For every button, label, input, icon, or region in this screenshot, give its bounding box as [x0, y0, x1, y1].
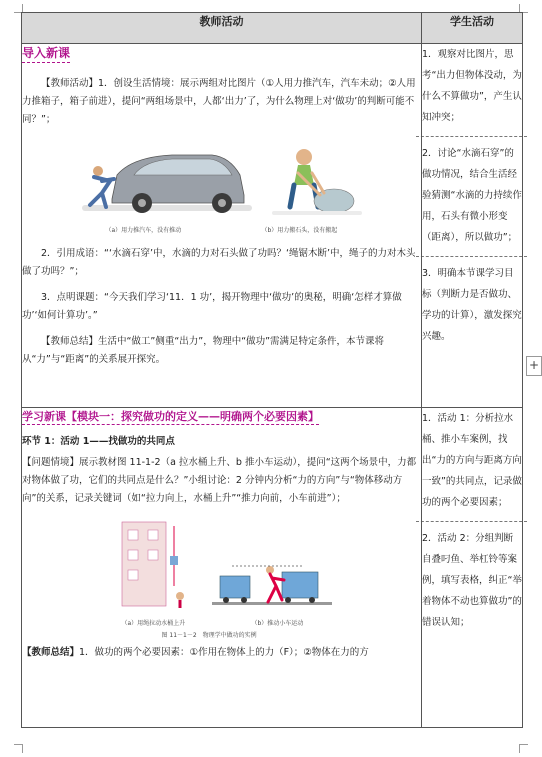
figure-illustration: [72, 137, 372, 223]
figure-illustration: [102, 516, 342, 616]
paragraph: 3．点明课题：“今天我们学习‘11．1 功’，揭开物理中‘做功’的奥秘，明确‘怎样才算做功’‘如何计算功’。”: [22, 292, 402, 321]
paragraph: 【问题情境】展示教材图 11-1-2（a 拉水桶上升、b 推小车运动），提问“这两个场景中，力都对物体做了功，它们的共同点是什么？”小组讨论：2 分钟内分析“力的方向”与“物体移动方向”的关系，记录关键词（如“拉力向上，水桶上升”“推力向前，小车前进”）；: [22, 457, 417, 504]
section-title-new-lesson: 学习新课【模块一：探究做功的定义——明确两个必要因素】: [22, 410, 319, 423]
paragraph: 2．引用成语：“‘水滴石穿’中，水滴的力对石头做了功吗？‘绳锯木断’中，绳子的力对木头做了功吗？”；: [22, 248, 416, 277]
teacher-column-header: 教师活动: [22, 13, 422, 44]
student-activity-cell[interactable]: [422, 44, 523, 408]
student-item: 2．讨论“水滴石穿”的做功情况，结合生活经验猜测“水滴的力持续作用，石头有微小形变（距离），所以做功”；: [422, 148, 522, 243]
add-button[interactable]: +: [526, 356, 542, 376]
teacher-activity-cell[interactable]: [22, 44, 422, 408]
paragraph: 【教师活动】1．创设生活情境：展示两组对比图片（①人用力推汽车，汽车未动；②人用力推箱子，箱子前进），提问“两组场景中，人都‘出力’了，为什么物理上对‘做功’的判断可能不同？”；: [22, 78, 416, 125]
figure-caption-b: （b）用力搬石头，没有搬起: [261, 227, 338, 234]
divider: [416, 256, 527, 257]
crop-mark: [519, 744, 528, 753]
student-activity-cell[interactable]: [422, 408, 523, 728]
table-header-row: [22, 13, 523, 44]
paragraph: 【教师总结】生活中“做工”侧重“出力”，物理中“做功”需满足特定条件，本节课将从“力”与“距离”的关系展开探究。: [22, 336, 385, 365]
teacher-summary-tag: 【教师总结】: [22, 647, 80, 658]
table-row: [22, 408, 523, 728]
figure-caption-a: （a）用力推汽车，没有推动: [105, 227, 182, 234]
crop-mark: [14, 744, 23, 753]
paragraph: 【教师总结】1．做功的两个必要因素：①作用在物体上的力（F）；②物体在力的方: [22, 647, 369, 658]
figure-11-1-2: [102, 516, 342, 640]
table-row: [22, 44, 523, 408]
teacher-activity-tag: 【教师活动】: [41, 78, 99, 89]
activity-subtitle: 环节 1：活动 1——找做功的共同点: [22, 436, 175, 447]
teacher-summary-tag: 【教师总结】: [41, 336, 99, 347]
divider: [416, 521, 527, 522]
figure-caption-a: （a）用绳拉动水桶上升: [121, 620, 186, 627]
student-item: 1．活动 1：分析拉水桶、推小车案例，找出“力的方向与距离方向一致”的共同点，记录做功的两个必要因素；: [422, 413, 522, 508]
figure-car-and-stone: [72, 137, 372, 235]
student-item: 1．观察对比图片，思考“出力但物体没动，为什么不算做功”，产生认知冲突；: [422, 49, 522, 123]
figure-title: 图 11－1－2 物理学中做功的实例: [161, 632, 257, 639]
problem-situation-tag: 【问题情境】: [22, 457, 80, 468]
student-column-header: 学生活动: [422, 13, 523, 44]
student-item: 2．活动 2：分组判断自叠叼鱼、举杠铃等案例，填写表格，纠正“举着物体不动也算做功”的错误认知；: [422, 533, 522, 628]
lesson-plan-table: [21, 12, 523, 728]
teacher-activity-cell[interactable]: [22, 408, 422, 728]
section-title-intro: 导入新课: [22, 44, 70, 63]
divider: [416, 136, 527, 137]
student-item: 3．明确本节课学习目标（判断力是否做功、学功的计算），激发探究兴趣。: [422, 268, 522, 342]
figure-caption-b: （b）推动小车运动: [251, 620, 304, 627]
